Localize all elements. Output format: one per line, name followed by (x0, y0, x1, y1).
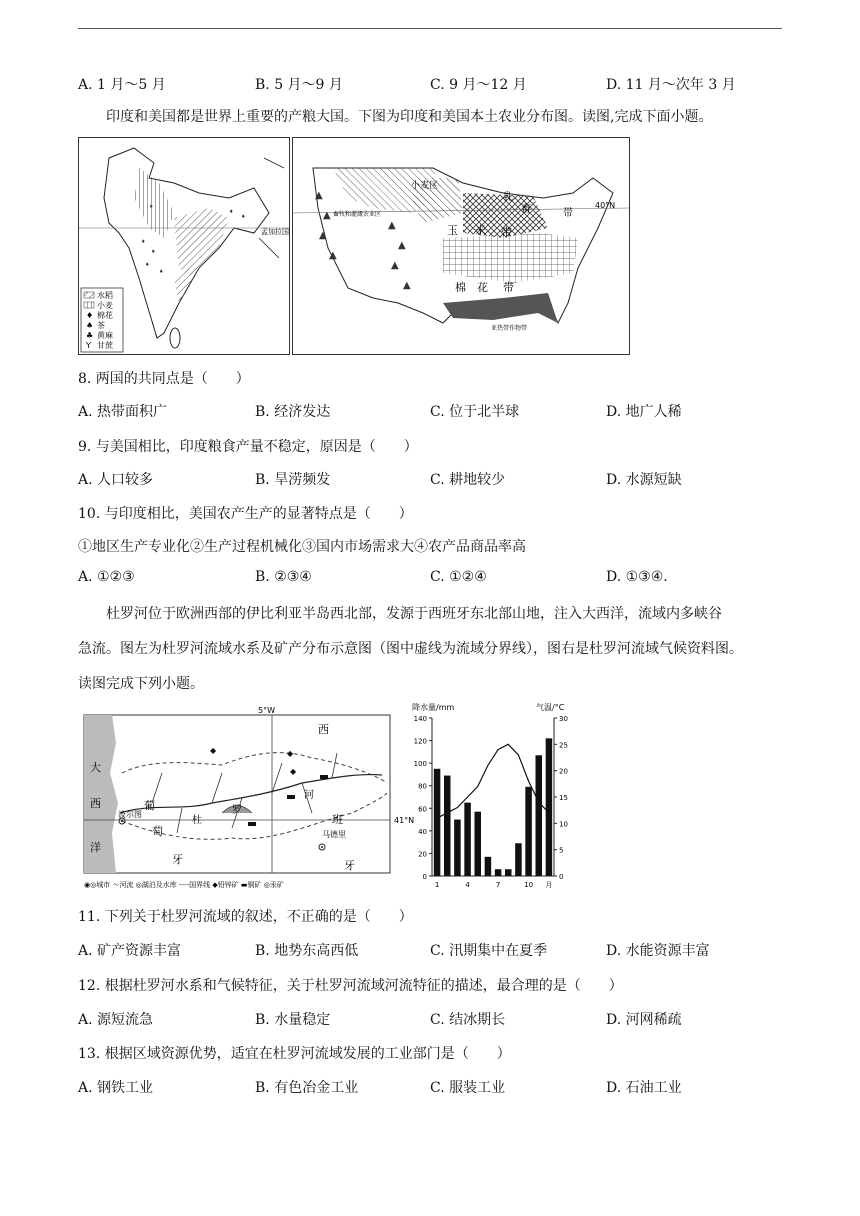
madrid-label: 马德里 (322, 830, 346, 839)
q10-stem: 10. 与印度相比，美国农产生产的显著特点是（ ） (78, 506, 413, 522)
intro-paragraph-2-line-3: 读图完成下列小题。 (78, 676, 204, 692)
q8-option-b[interactable]: B. 经济发达 (255, 404, 331, 420)
q11-stem: 11. 下列关于杜罗河流域的叙述，不正确的是（ ） (78, 909, 413, 925)
precip-tick-label: 80 (418, 782, 427, 791)
precip-bar (505, 869, 512, 876)
svg-text:◆: ◆ (210, 746, 217, 755)
atlantic-label-3: 洋 (90, 841, 101, 854)
q10-option-d[interactable]: D. ①③④. (606, 569, 668, 585)
q12-stem: 12. 根据杜罗河水系和气候特征，关于杜罗河流域河流特征的描述，最合理的是（ ） (78, 978, 623, 994)
q12-option-d[interactable]: D. 河网稀疏 (606, 1012, 682, 1028)
river-label-he: 河 (304, 790, 314, 801)
precip-tick-label: 60 (418, 805, 427, 814)
svg-text:▲: ▲ (398, 240, 406, 251)
q7-option-b[interactable]: B. 5 月～9 月 (255, 77, 343, 93)
q13-stem: 13. 根据区域资源优势，适宜在杜罗河流域发展的工业部门是（ ） (78, 1046, 511, 1062)
svg-text:♦: ♦ (145, 262, 150, 268)
svg-text:♦: ♦ (241, 214, 246, 220)
atlantic-label-1: 大 (90, 761, 101, 774)
q11-option-d[interactable]: D. 水能资源丰富 (606, 943, 710, 959)
jute-icon: ♣ (86, 331, 94, 340)
precip-bar (485, 857, 492, 876)
precip-bar (454, 820, 461, 876)
sugarcane-icon: Y (86, 341, 91, 350)
q11-option-b[interactable]: B. 地势东高西低 (255, 943, 359, 959)
river-label-du: 杜 (192, 815, 202, 826)
precip-bar (474, 812, 481, 876)
q9-option-d[interactable]: D. 水源短缺 (606, 472, 682, 488)
corn-label-1: 玉 (447, 224, 458, 237)
legend-sugarcane: 甘蔗 (97, 341, 113, 350)
tea-icon: ♠ (86, 321, 94, 330)
portugal-label-1: 葡 (144, 799, 155, 812)
q9-option-b[interactable]: B. 旱涝频发 (255, 472, 331, 488)
climate-chart (408, 700, 580, 895)
duero-map-legend: ◉◎城市 ～河流 ◎湖泊及水库 ----国界线 ◆铅锌矿 ▬铜矿 ◎汞矿 (84, 881, 284, 889)
temperature-line (437, 744, 549, 818)
q11-option-c[interactable]: C. 汛期集中在夏季 (430, 943, 548, 959)
precip-bar (444, 776, 451, 876)
temp-tick-label: 5 (559, 846, 564, 855)
temp-tick-label: 30 (559, 715, 568, 723)
lat-41n-label: 41°N (394, 816, 415, 825)
svg-text:◆: ◆ (287, 749, 294, 758)
q10-option-c[interactable]: C. ①②④ (430, 569, 487, 585)
lat-40n-label: 40°N (595, 201, 616, 210)
spain-label-3: 牙 (344, 859, 355, 872)
lon-5w-label: 5°W (258, 706, 275, 715)
month-tick-label: 4 (465, 881, 470, 889)
q10-option-b[interactable]: B. ②③④ (255, 569, 312, 585)
q8-stem: 8. 两国的共同点是（ ） (78, 371, 250, 387)
q11-option-a[interactable]: A. 矿产资源丰富 (78, 943, 182, 959)
india-agriculture-map (78, 137, 290, 355)
precip-axis-label: 降水量/mm (412, 703, 455, 712)
legend-jute: 黄麻 (97, 331, 113, 340)
cotton-icon: ♦ (86, 311, 94, 320)
q13-option-a[interactable]: A. 钢铁工业 (78, 1080, 154, 1096)
spain-label-2: 班 (332, 813, 343, 826)
q7-option-d[interactable]: D. 11 月～次年 3 月 (606, 77, 736, 93)
precip-tick-label: 40 (418, 827, 427, 836)
precip-bar (535, 755, 542, 876)
subtropical-crops-label: 亚热带作物带 (491, 325, 528, 332)
temp-tick-label: 15 (559, 794, 568, 802)
temp-tick-label: 25 (559, 741, 568, 750)
legend-rice: 水稻 (97, 291, 113, 300)
river-label-luo: 罗 (232, 805, 242, 816)
month-tick-label: 月 (545, 881, 553, 889)
svg-text:▲: ▲ (329, 250, 337, 261)
temp-axis-label: 气温/°C (536, 703, 565, 712)
svg-text:▲: ▲ (388, 220, 396, 231)
month-tick-label: 7 (495, 881, 501, 889)
temp-tick-label: 10 (559, 820, 568, 829)
cotton-label-3: 带 (503, 281, 514, 294)
legend-cotton: 棉花 (97, 311, 113, 320)
temp-tick-label: 20 (559, 767, 568, 776)
q12-option-c[interactable]: C. 结冰期长 (430, 1012, 506, 1028)
header-rule (78, 28, 782, 29)
svg-text:▲: ▲ (319, 230, 327, 241)
legend-tea: 茶 (97, 321, 105, 330)
duero-basin-map (82, 703, 415, 893)
q10-statements: ①地区生产专业化②生产过程机械化③国内市场需求大④农产品商品率高 (78, 539, 526, 555)
portugal-label-3: 牙 (172, 853, 183, 866)
month-tick-label: 10 (524, 881, 534, 889)
q7-option-a[interactable]: A. 1 月～5 月 (78, 77, 166, 93)
svg-text:♦: ♦ (229, 209, 234, 215)
q12-option-a[interactable]: A. 源短流急 (78, 1012, 154, 1028)
dairy-label-1: 乳 (503, 192, 513, 203)
precip-bar (434, 769, 441, 876)
cotton-label-2: 花 (477, 281, 488, 294)
dairy-label-3: 带 (563, 208, 573, 219)
intro-paragraph-2-line-1: 杜罗河位于欧洲西部的伊比利亚半岛西北部，发源于西班牙东北部山地，注入大西洋，流域内多峡谷 (106, 606, 722, 622)
precip-bar (464, 803, 471, 876)
temp-tick-label: 0 (559, 873, 564, 881)
precip-bar (525, 787, 532, 876)
precip-bar (546, 738, 553, 876)
q13-option-d[interactable]: D. 石油工业 (606, 1080, 682, 1096)
svg-text:♦: ♦ (159, 269, 164, 275)
precip-bar (515, 843, 522, 876)
q8-option-d[interactable]: D. 地广人稀 (606, 404, 682, 420)
bangladesh-label: 孟加拉国 (261, 228, 289, 236)
precip-tick-label: 0 (422, 873, 427, 881)
intro-paragraph-2-line-2: 急流。图左为杜罗河流域水系及矿产分布示意图（图中虚线为流域分界线），图右是杜罗河流域气候资料图。 (78, 641, 743, 657)
portugal-label-2: 萄 (152, 825, 163, 838)
q9-option-a[interactable]: A. 人口较多 (78, 472, 154, 488)
svg-text:♦: ♦ (149, 204, 154, 210)
q12-option-b[interactable]: B. 水量稳定 (255, 1012, 331, 1028)
q13-option-c[interactable]: C. 服装工业 (430, 1080, 506, 1096)
graze-irrigation-label: 畜牧和灌溉农业区 (333, 211, 382, 218)
q9-stem: 9. 与美国相比，印度粮食产量不稳定，原因是（ ） (78, 439, 418, 455)
dairy-label-2: 畜 (521, 204, 531, 215)
precip-bar (495, 869, 502, 876)
svg-text:◆: ◆ (290, 767, 297, 776)
corn-label-2: 米 (475, 224, 486, 237)
legend-wheat: 小麦 (97, 301, 113, 310)
precip-tick-label: 140 (413, 715, 427, 723)
q8-option-c[interactable]: C. 位于北半球 (430, 404, 520, 420)
atlantic-label-2: 西 (90, 797, 101, 810)
q13-option-b[interactable]: B. 有色冶金工业 (255, 1080, 359, 1096)
spain-label-1: 西 (318, 723, 329, 736)
precip-tick-label: 100 (413, 760, 427, 769)
q10-option-a[interactable]: A. ①②③ (78, 569, 135, 585)
q9-option-c[interactable]: C. 耕地较少 (430, 472, 506, 488)
precip-tick-label: 120 (413, 737, 427, 746)
q7-option-c[interactable]: C. 9 月～12 月 (430, 77, 527, 93)
month-tick-label: 1 (434, 881, 440, 889)
svg-text:♦: ♦ (151, 249, 156, 255)
cotton-label-1: 棉 (455, 281, 466, 294)
wheat-region-label: 小麦区 (411, 181, 439, 191)
precip-tick-label: 20 (418, 850, 427, 859)
svg-text:▲: ▲ (403, 280, 411, 291)
usa-agriculture-map (292, 137, 630, 355)
porto-label: 波尔图 (118, 810, 142, 819)
svg-text:▲: ▲ (391, 260, 399, 271)
svg-text:♦: ♦ (141, 239, 146, 245)
q8-option-a[interactable]: A. 热带面积广 (78, 404, 168, 420)
corn-label-3: 带 (501, 226, 512, 239)
svg-text:▲: ▲ (315, 190, 323, 201)
intro-paragraph-1: 印度和美国都是世界上重要的产粮大国。下图为印度和美国本土农业分布图。读图,完成下面小题。 (106, 109, 713, 125)
svg-text:▲: ▲ (323, 210, 331, 221)
